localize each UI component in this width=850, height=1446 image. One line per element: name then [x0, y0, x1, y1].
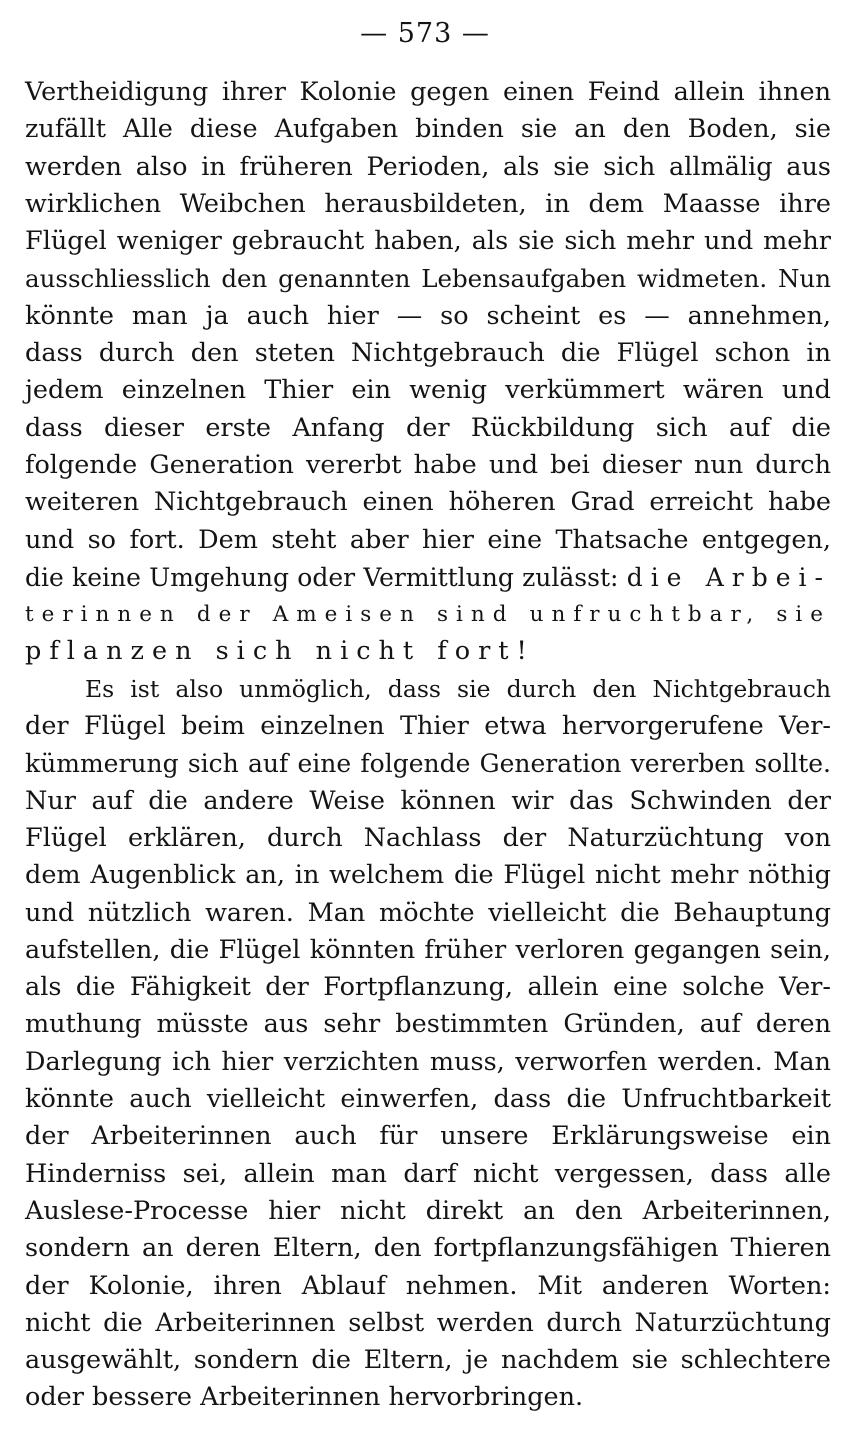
- text-line: der Arbeiterinnen auch für unsere Erklärungsweise ein: [25, 1121, 831, 1152]
- text-line: sondern an deren Eltern, den fortpflanzungsfähigen Thieren: [25, 1233, 831, 1264]
- text-line: Darlegung ich hier verzichten muss, verworfen werden. Man: [25, 1046, 831, 1077]
- text-line: werden also in früheren Perioden, als sie sich allmälig aus: [25, 151, 831, 182]
- text-line: nicht die Arbeiterinnen selbst werden durch Naturzüchtung: [25, 1307, 831, 1338]
- text-line: muthung müsste aus sehr bestimmten Gründen, auf deren: [25, 1009, 831, 1040]
- text-line: zufällt Alle diese Aufgaben binden sie an den Boden, sie: [25, 114, 831, 145]
- text-line: aufstellen, die Flügel könnten früher verloren gegangen sein,: [25, 934, 831, 965]
- body-text: [25, 74, 831, 1417]
- text-line: Auslese-Processe hier nicht direkt an den Arbeiterinnen,: [25, 1195, 831, 1226]
- text-line: Nur auf die andere Weise können wir das Schwinden der: [25, 785, 831, 816]
- spaced-emphasis-text: die Arbei-: [626, 562, 831, 592]
- page-number: — 573 —: [360, 18, 490, 49]
- text-line: Flügel erklären, durch Nachlass der Naturzüchtung von: [25, 822, 831, 853]
- text-line: wirklichen Weibchen herausbildeten, in dem Maasse ihre: [25, 188, 831, 219]
- spaced-emphasis-line: pflanzen sich nicht fort!: [25, 636, 535, 667]
- text-line: ausgewählt, sondern die Eltern, je nachdem sie schlechtere: [25, 1345, 831, 1376]
- paragraph-first-line: Es ist also unmöglich, dass sie durch den Nichtgebrauch: [85, 674, 831, 703]
- text-line: dass durch den steten Nichtgebrauch die Flügel schon in: [25, 338, 831, 369]
- text-line: ausschliesslich den genannten Lebensaufgaben widmeten. Nun: [25, 264, 831, 294]
- text-line: als die Fähigkeit der Fortpflanzung, allein eine solche Ver-: [25, 972, 831, 1003]
- text-line: und so fort. Dem steht aber hier eine Thatsache entgegen,: [25, 524, 831, 555]
- text-line: könnte man ja auch hier — so scheint es — annehmen,: [25, 300, 831, 331]
- text-line: weiteren Nichtgebrauch einen höheren Grad erreicht habe: [25, 487, 831, 518]
- text-line: dass dieser erste Anfang der Rückbildung sich auf die: [25, 412, 831, 443]
- text-line: jedem einzelnen Thier ein wenig verkümmert wären und: [25, 375, 831, 406]
- text-line: Flügel weniger gebraucht haben, als sie sich mehr und mehr: [25, 226, 831, 257]
- text-run: die keine Umgehung oder Vermittlung zulässt:: [25, 562, 627, 592]
- text-line-emphasis-start: [25, 559, 831, 596]
- text-line: Vertheidigung ihrer Kolonie gegen einen Feind allein ihnen: [25, 77, 831, 107]
- text-line-last: oder bessere Arbeiterinnen hervorbringen.: [25, 1382, 584, 1413]
- text-line: der Kolonie, ihren Ablauf nehmen. Mit anderen Worten:: [25, 1270, 831, 1301]
- text-line: Hinderniss sei, allein man darf nicht vergessen, dass alle: [25, 1158, 831, 1189]
- text-line: und nützlich waren. Man möchte vielleicht die Behauptung: [25, 897, 831, 928]
- text-line: der Flügel beim einzelnen Thier etwa hervorgerufene Ver-: [25, 711, 831, 742]
- text-line: könnte auch vielleicht einwerfen, dass die Unfruchtbarkeit: [25, 1084, 831, 1115]
- text-line: kümmerung sich auf eine folgende Generation vererben sollte.: [25, 749, 831, 779]
- text-line: dem Augenblick an, in welchem die Flügel nicht mehr nöthig: [25, 860, 831, 891]
- text-line: folgende Generation vererbt habe und bei dieser nun durch: [25, 449, 831, 480]
- spaced-emphasis-line: terinnen der Ameisen sind unfruchtbar, sie: [25, 602, 831, 628]
